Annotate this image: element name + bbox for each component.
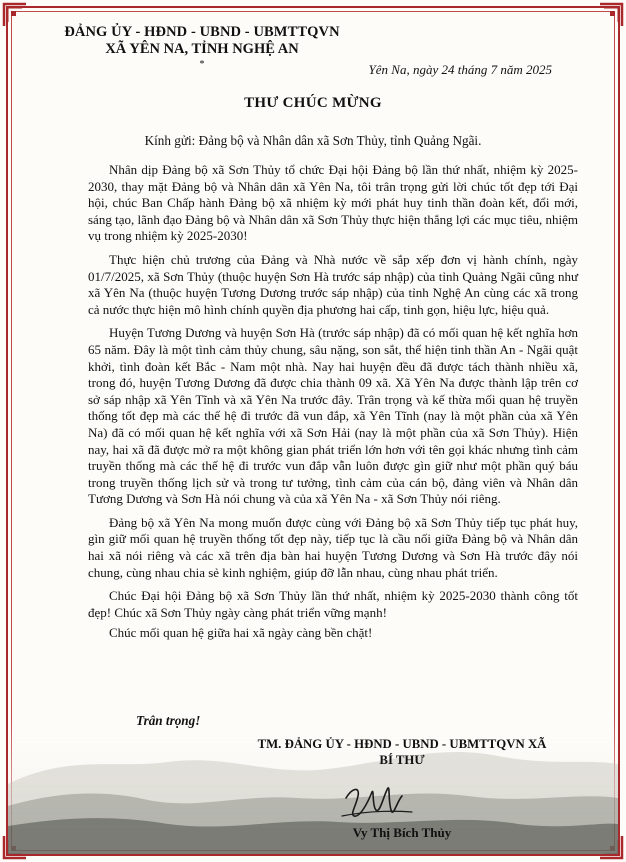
signatory-block — [232, 736, 572, 768]
letter-title: THƯ CHÚC MỪNG — [244, 95, 382, 111]
body-paragraph: Chúc Đại hội Đảng bộ xã Sơn Thủy lần thứ nhất, nhiệm kỳ 2025-2030 thành công tốt đẹp! Chúc xã Sơn Thủy ngày càng phát triển vững mạnh! — [88, 588, 578, 620]
issuer-org-line1: ĐẢNG ỦY - HĐND - UBND - UBMTTQVN — [64, 24, 340, 40]
signatory-title: TM. ĐẢNG ỦY - HĐND - UBND - UBMTTQVN XÃ — [257, 737, 547, 751]
header-star: * — [199, 59, 205, 70]
issuer-header — [42, 24, 362, 70]
signer-name: Vy Thị Bích Thủy — [352, 825, 452, 840]
body-paragraph: Đảng bộ xã Yên Na mong muốn được cùng với Đảng bộ xã Sơn Thủy tiếp tục phát huy, gìn giữ mối quan hệ truyền thống tốt đẹp này, tiếp tục là cầu nối giữa Đảng bộ và Nhân dân hai xã nói riêng và các xã trên địa bàn hai huyện Tương Dương và Sơn Hà trước đây nói chung, cùng nhau chia sẻ kinh nghiệm, giúp đỡ lẫn nhau, cùng nhau phát triển. — [88, 514, 578, 580]
body-paragraph: Chúc mối quan hệ giữa hai xã ngày càng bền chặt! — [109, 625, 373, 641]
signatory-position: BÍ THƯ — [379, 753, 425, 767]
handwritten-signature — [338, 776, 418, 824]
letter-date: Yên Na, ngày 24 tháng 7 năm 2025 — [368, 62, 552, 77]
body-paragraph: Huyện Tương Dương và huyện Sơn Hà (trước sáp nhập) đã có mối quan hệ kết nghĩa hơn 65 năm. Đây là một tình cảm thủy chung, sâu nặng, son sắt, thể hiện tinh thần An - Ngãi quật khởi, tình đoàn kết Bắc - Nam một nhà. Nay hai huyện đều đã được tách thành nhiều xã, trong đó, huyện Tương Dương đã được chia thành 09 xã. Xã Yên Na được thành lập trên cơ sở sáp nhập xã Yên Tĩnh và xã Yên Na trước đây. Trân trọng và kế thừa mối quan hệ truyền thống tốt đẹp mà các thế hệ đi trước đã vun đắp, xã Yên Tĩnh (nay là một phần của xã Yên Na) đã có mối quan hệ kết nghĩa với xã Sơn Hải (nay là một phần của xã Sơn Thủy). Hiện nay, hai xã đã được mở ra một không gian phát triển lớn hơn với tên gọi khác nhưng tình cảm truyền thống mà các thế hệ đi trước vun đắp vẫn luôn được gìn giữ như một phần quý báu trong truyền thống lịch sử và trong tư tưởng, tình cảm của cán bộ, đảng viên và Nhân dân Tương Dương và Sơn Hà nói chung và của xã Yên Na - xã Sơn Thủy nói riêng. — [88, 325, 578, 507]
issuer-org-line2: XÃ YÊN NA, TỈNH NGHỆ AN — [105, 41, 299, 57]
body-paragraph: Thực hiện chủ trương của Đảng và Nhà nước về sắp xếp đơn vị hành chính, ngày 01/7/2025, xã Sơn Thủy (thuộc huyện Sơn Hà trước sáp nhập) của tỉnh Quảng Ngãi cũng như xã Yên Na (thuộc huyện Tương Dương trước sáp nhập) của tỉnh Nghệ An cùng các xã trong cả nước thực hiện mô hình chính quyền địa phương hai cấp, tinh gọn, hiệu lực, hiệu quả. — [88, 251, 578, 317]
letter-greeting: Kính gửi: Đảng bộ và Nhân dân xã Sơn Thủy, tỉnh Quảng Ngãi. — [144, 133, 482, 148]
closing-regards: Trân trọng! — [136, 713, 201, 728]
letter-body — [88, 162, 578, 646]
body-paragraph: Nhân dịp Đảng bộ xã Sơn Thủy tổ chức Đại hội Đảng bộ lần thứ nhất, nhiệm kỳ 2025-2030, thay mặt Đảng bộ và Nhân dân xã Yên Na, tôi trân trọng gửi lời chúc tốt đẹp tới Đại hội, chúc Ban Chấp hành Đảng bộ xã nhiệm kỳ mới phát huy tinh thần đoàn kết, đổi mới, sáng tạo, lãnh đạo Đảng bộ và Nhân dân xã Sơn Thủy thực hiện thắng lợi các mục tiêu, nhiệm vụ trong nhiệm kỳ 2025-2030! — [88, 162, 578, 244]
